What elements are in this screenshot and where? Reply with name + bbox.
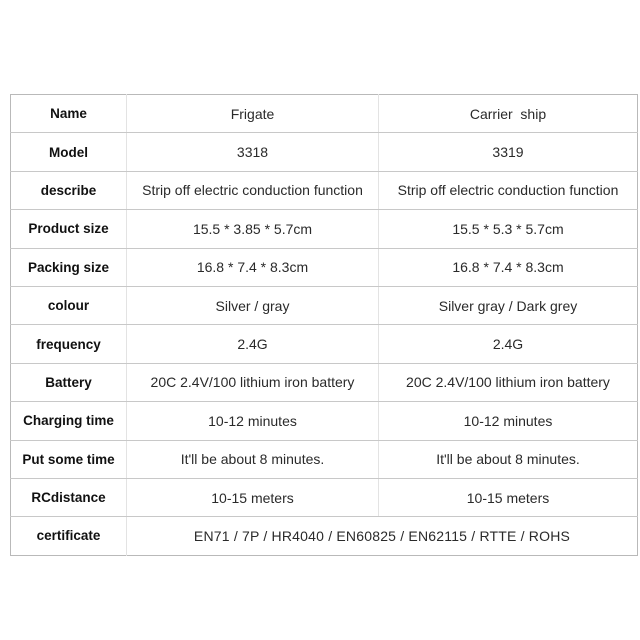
carrier-value: 16.8 * 7.4 * 8.3cm <box>379 248 638 286</box>
row-label: describe <box>11 171 127 209</box>
row-frequency <box>11 325 638 363</box>
frigate-value: 16.8 * 7.4 * 8.3cm <box>127 248 379 286</box>
row-label: frequency <box>11 325 127 363</box>
row-label: Packing size <box>11 248 127 286</box>
row-label: Name <box>11 95 127 133</box>
row-certificate <box>11 517 638 555</box>
carrier-value: 15.5 * 5.3 * 5.7cm <box>379 210 638 248</box>
carrier-value: Silver gray / Dark grey <box>379 286 638 324</box>
row-name <box>11 95 638 133</box>
row-model <box>11 133 638 171</box>
frigate-value: 10-12 minutes <box>127 402 379 440</box>
carrier-value: Strip off electric conduction function <box>379 171 638 209</box>
row-label: colour <box>11 286 127 324</box>
row-label: Put some time <box>11 440 127 478</box>
frigate-value: Frigate <box>127 95 379 133</box>
row-charging-time <box>11 402 638 440</box>
row-describe <box>11 171 638 209</box>
frigate-value: Silver / gray <box>127 286 379 324</box>
carrier-value: It'll be about 8 minutes. <box>379 440 638 478</box>
carrier-value: 10-15 meters <box>379 478 638 516</box>
row-label: Model <box>11 133 127 171</box>
certificate-value: EN71 / 7P / HR4040 / EN60825 / EN62115 / RTTE / ROHS <box>193 527 571 544</box>
frigate-value: Strip off electric conduction function <box>127 171 379 209</box>
row-product-size <box>11 210 638 248</box>
frigate-value: 2.4G <box>127 325 379 363</box>
row-label: certificate <box>11 517 127 555</box>
spec-table <box>10 94 638 556</box>
frigate-value: 3318 <box>127 133 379 171</box>
row-packing-size <box>11 248 638 286</box>
carrier-value: Carrier ship <box>379 95 638 133</box>
row-label: Charging time <box>11 402 127 440</box>
row-rc-distance <box>11 478 638 516</box>
row-label: RCdistance <box>11 478 127 516</box>
row-battery <box>11 363 638 401</box>
row-put-some-time <box>11 440 638 478</box>
carrier-value: 3319 <box>379 133 638 171</box>
frigate-value: It'll be about 8 minutes. <box>127 440 379 478</box>
carrier-value: 2.4G <box>379 325 638 363</box>
carrier-value: 20C 2.4V/100 lithium iron battery <box>379 363 638 401</box>
row-colour <box>11 286 638 324</box>
frigate-value: 10-15 meters <box>127 478 379 516</box>
row-label: Battery <box>11 363 127 401</box>
row-label: Product size <box>11 210 127 248</box>
frigate-value: 20C 2.4V/100 lithium iron battery <box>127 363 379 401</box>
frigate-value: 15.5 * 3.85 * 5.7cm <box>127 210 379 248</box>
carrier-value: 10-12 minutes <box>379 402 638 440</box>
